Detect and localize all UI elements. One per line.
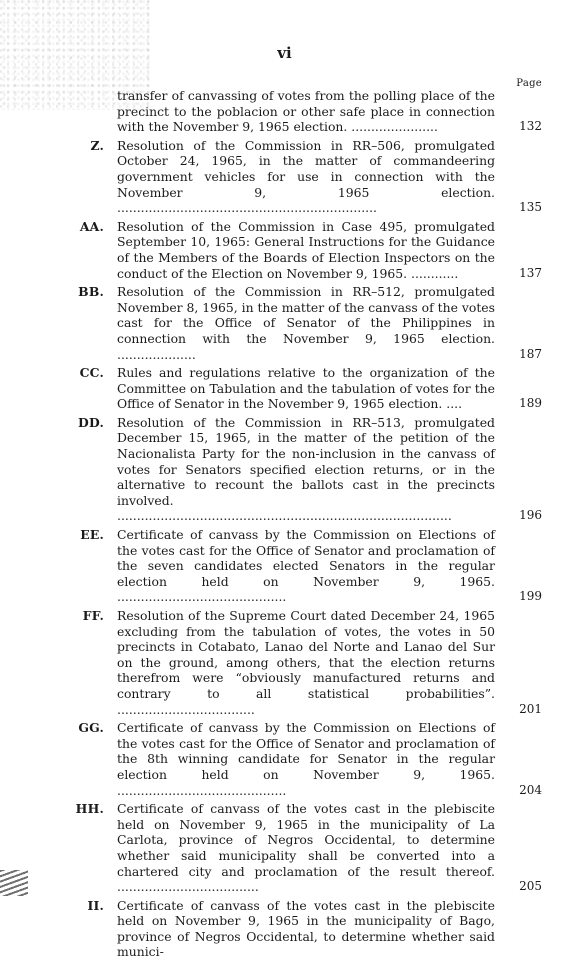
entry-text: Certificate of canvass by the Commission on Elections of the votes cast for the Office of Senator and proclamation of the seven candidates elected Senators in the regular election held on November 9, 1965. ........................................... xyxy=(117,527,495,605)
entry-text: Certificate of canvass by the Commission on Elections of the votes cast for the Office of Senator and proclamation of the 8th winning candidate for Senator in the regular election held on November 9, 1965. ........................................... xyxy=(117,720,495,798)
page-column-heading: Page xyxy=(516,78,542,89)
toc-entry xyxy=(0,284,569,362)
toc-entry xyxy=(0,219,569,281)
entry-letter: HH. xyxy=(75,801,104,817)
page-number: vi xyxy=(277,44,292,62)
entry-page-number: 196 xyxy=(519,508,542,523)
entry-page-number: 205 xyxy=(519,879,542,894)
entry-page-number: 132 xyxy=(519,119,542,134)
toc-entry xyxy=(0,527,569,605)
entry-letter: CC. xyxy=(79,365,104,381)
entry-page-number: 137 xyxy=(519,265,542,280)
entry-page-number: 201 xyxy=(519,701,542,716)
entry-text: Resolution of the Commission in RR–513, promulgated December 15, 1965, in the matter of the petition of the Nacionalista Party for the non-inclusion in the canvass of votes for Senators specified election returns, or in the alternative to recount the ballots cast in the precincts involved. ..................................................................................... xyxy=(117,414,495,524)
entry-page-number: 189 xyxy=(519,396,542,411)
entry-page-number: 204 xyxy=(519,782,542,797)
entry-letter: BB. xyxy=(78,284,104,300)
entry-letter: Z. xyxy=(90,137,104,153)
entry-letter: AA. xyxy=(79,218,104,234)
entry-text: Rules and regulations relative to the organization of the Committee on Tabulation and the tabulation of votes for the Office of Senator in the November 9, 1965 election. .... xyxy=(117,365,495,412)
entry-letter: II. xyxy=(87,897,104,913)
toc-entry xyxy=(0,415,569,524)
toc-entry xyxy=(0,138,569,216)
toc-entry xyxy=(0,608,569,717)
entry-text: Certificate of canvass of the votes cast in the plebiscite held on November 9, 1965 in the municipality of Bago, province of Negros Occidental, to determine whether said munici- xyxy=(117,897,495,960)
entry-letter: DD. xyxy=(78,414,104,430)
toc-entry xyxy=(0,720,569,798)
toc-entry xyxy=(0,88,569,135)
entry-text: Resolution of the Commission in Case 495, promulgated September 10, 1965: General Instructions for the Guidance of the Members of the Boards of Election Inspectors on the conduct of the Election on November 9, 1965. ............ xyxy=(117,218,495,281)
toc-entry xyxy=(0,365,569,412)
toc-entry xyxy=(0,898,569,960)
entry-letter: EE. xyxy=(80,527,104,543)
entry-text: Resolution of the Commission in RR–512, promulgated November 8, 1965, in the matter of the canvass of the votes cast for the Office of Senator of the Philippines in connection with the November 9, 1965 election. .................... xyxy=(117,284,495,362)
entry-text: Certificate of canvass of the votes cast in the plebiscite held on November 9, 1965 in the municipality of La Carlota, province of Negros Occidental, to determine whether said municipality shall be converted into a chartered city and proclamation of the result thereof. .................................... xyxy=(117,801,495,895)
entry-letter: GG. xyxy=(78,720,104,736)
entry-page-number: 199 xyxy=(519,589,542,604)
toc-entry xyxy=(0,801,569,895)
entry-page-number: 187 xyxy=(519,346,542,361)
entry-text: Resolution of the Supreme Court dated December 24, 1965 excluding from the tabulation of votes, the votes in 50 precincts in Cotabato, Lanao del Norte and Lanao del Sur on the ground, among others, that the election returns therefrom were “obviously manufactured returns and contrary to all statistical probabilities”. ................................... xyxy=(117,608,495,717)
toc-entries xyxy=(0,88,569,960)
entry-page-number: 135 xyxy=(519,200,542,215)
entry-text: transfer of canvassing of votes from the polling place of the precinct to the poblacion or other safe place in connection with the November 9, 1965 election. ...................... xyxy=(117,88,495,135)
entry-text: Resolution of the Commission in RR–506, promulgated October 24, 1965, in the matter of commandeering government vehicles for use in connection with the November 9, 1965 election. .................................................................. xyxy=(117,137,495,216)
entry-letter: FF. xyxy=(82,608,104,623)
